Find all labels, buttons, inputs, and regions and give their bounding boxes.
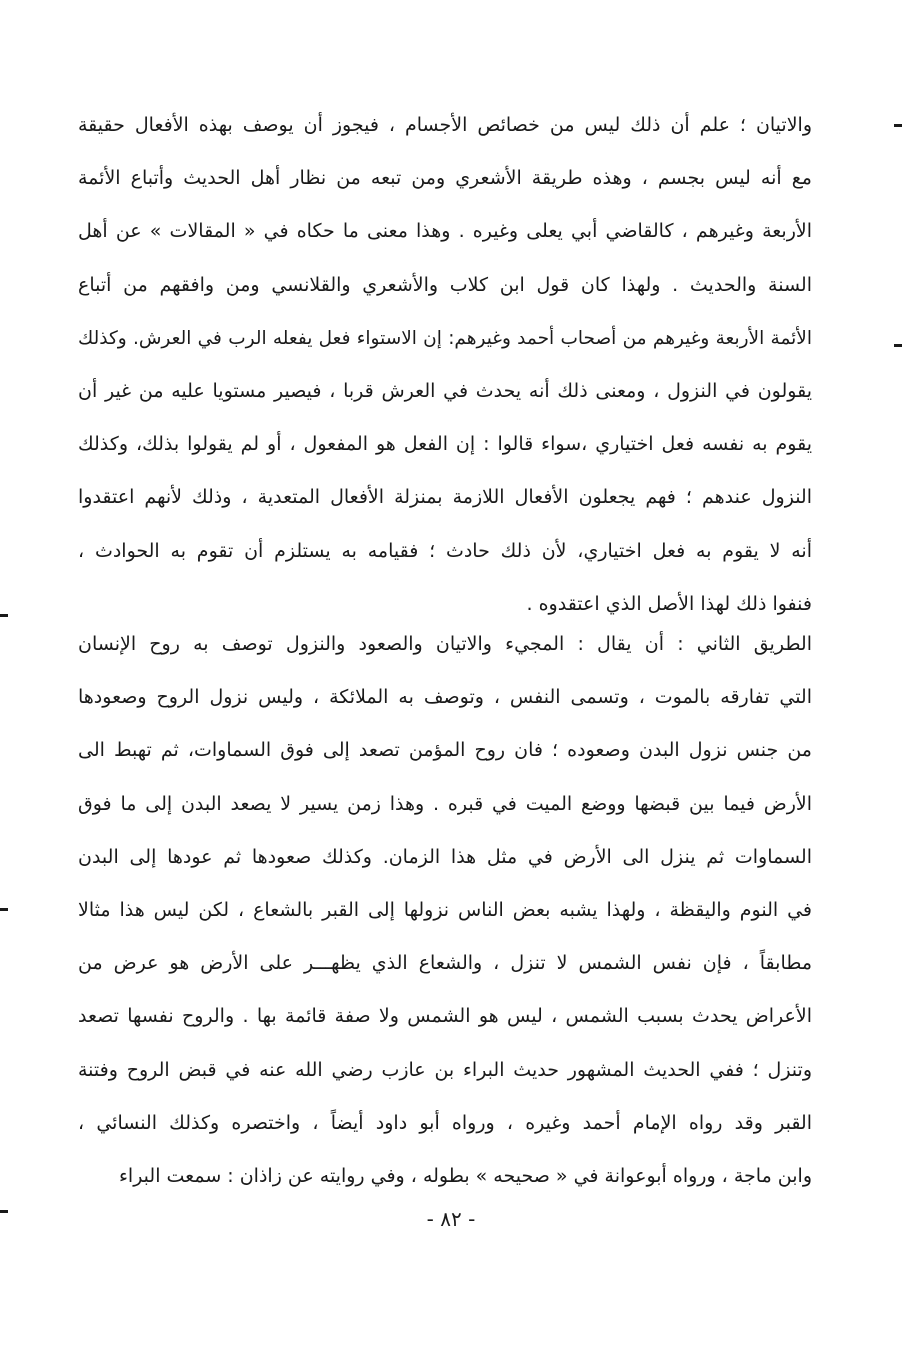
text-line: يقوم به نفسه فعل اختياري ،سواء قالوا : إن الفعل هو المفعول ، أو لم يقولوا بذلك، وكذلك: [78, 433, 812, 456]
paragraph-1: [78, 99, 812, 631]
page-number: - ٨٢ -: [426, 1207, 476, 1231]
text-line: القبر وقد رواه الإمام أحمد وغيره ، ورواه أبو داود أيضاً ، واختصره وكذلك النسائي ،: [78, 1111, 812, 1134]
text-line: وابن ماجة ، ورواه أبوعوانة في « صحيحه » بطوله ، وفي روايته عن زاذان : سمعت البراء: [118, 1164, 812, 1187]
text-line: الأئمة الأربعة وغيرهم من أصحاب أحمد وغيرهم: إن الاستواء فعل يفعله الرب في العرش. وكذلك: [78, 327, 812, 349]
text-line: السنة والحديث . ولهذا كان قول ابن كلاب والأشعري والقلانسي ومن وافقهم من أتباع: [78, 273, 812, 296]
text-line: مطابقاً ، فإن نفس الشمس لا تنزل ، والشعاع الذي يظهـــر على الأرض هو عرض من: [78, 952, 812, 975]
margin-mark: [894, 124, 902, 127]
text-line: الأربعة وغيرهم ، كالقاضي أبي يعلى وغيره . وهذا معنى ما حكاه في « المقالات » عن أهل: [78, 220, 812, 243]
text-line: والاتيان ؛ علم أن ذلك ليس من خصائص الأجسام ، فيجوز أن يوصف بهذه الأفعال حقيقة: [78, 114, 812, 136]
text-line: أنه لا يقوم به فعل اختياري، لأن ذلك حادث ؛ فقيامه به يستلزم أن تقوم به الحوادث ،: [78, 539, 812, 562]
text-line: يقولون في النزول ، ومعنى ذلك أنه يحدث في العرش قربا ، فيصير مستويا عليه من غير أن: [78, 379, 812, 402]
text-line: النزول عندهم ؛ فهم يجعلون الأفعال اللازمة بمنزلة الأفعال المتعدية ، وذلك لأنهم اعتقدوا: [78, 486, 812, 509]
text-line: الأعراض يحدث بسبب الشمس ، ليس هو الشمس ولا صفة قائمة بها . والروح نفسها تصعد: [78, 1005, 812, 1028]
margin-mark: [894, 344, 902, 347]
text-line: الطريق الثاني : أن يقال : المجيء والاتيان والصعود والنزول توصف به روح الإنسان: [78, 633, 812, 655]
text-line: التي تفارقه بالموت ، وتسمى النفس ، وتوصف به الملائكة ، وليس نزول الروح وصعودها: [78, 686, 812, 709]
margin-mark: [0, 908, 8, 911]
margin-mark: [0, 614, 8, 617]
text-line: من جنس نزول البدن وصعوده ؛ فان روح المؤمن تصعد إلى فوق السماوات، ثم تهبط الى: [78, 739, 812, 762]
margin-mark: [0, 1210, 8, 1213]
text-line: السماوات ثم ينزل الى الأرض في مثل هذا الزمان. وكذلك صعودها ثم عودها إلى البدن: [78, 845, 812, 868]
paragraph-2: [78, 618, 812, 1203]
text-line: الأرض فيما بين قبضها ووضع الميت في قبره . وهذا زمن يسير لا يصعد البدن إلى ما فوق: [78, 792, 812, 815]
text-line: في النوم واليقظة ، ولهذا يشبه بعض الناس نزولها إلى القبر بالشعاع ، لكن ليس هذا مثالا: [78, 898, 812, 921]
text-line: وتنزل ؛ ففي الحديث المشهور حديث البراء بن عازب رضي الله عنه في قبض الروح وفتنة: [78, 1058, 812, 1081]
text-line: فنفوا ذلك لهذا الأصل الذي اعتقدوه .: [526, 592, 812, 615]
text-line: مع أنه ليس بجسم ، وهذه طريقة الأشعري ومن تبعه من نظار أهل الحديث وأتباع الأئمة: [78, 167, 812, 190]
